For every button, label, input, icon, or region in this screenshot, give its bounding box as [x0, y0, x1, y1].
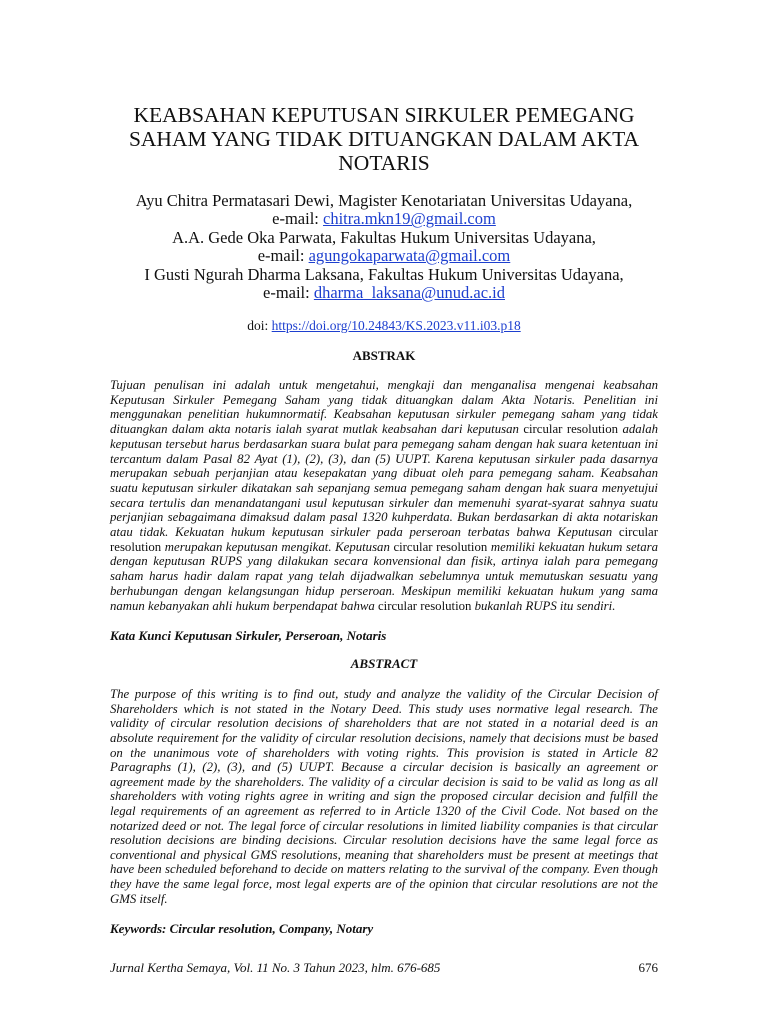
abstrak-foreign-term: circular resolution: [393, 539, 488, 554]
doi-link[interactable]: https://doi.org/10.24843/KS.2023.v11.i03.p18: [271, 318, 521, 334]
author-email-line: [110, 210, 658, 228]
abstrak-foreign-term: circular resolution: [523, 422, 619, 437]
abstract-heading: ABSTRACT: [350, 656, 418, 672]
journal-citation: Jurnal Kertha Semaya, Vol. 11 No. 3 Tahun 2023, hlm. 676-685: [110, 960, 441, 975]
abstract-section: [110, 656, 658, 936]
abstrak-keywords: Kata Kunci Keputusan Sirkuler, Perseroan, Notaris: [110, 628, 387, 644]
author-list: [110, 192, 658, 302]
page-number: 676: [638, 960, 658, 975]
author-affiliation: A.A. Gede Oka Parwata, Fakultas Hukum Universitas Udayana,: [172, 227, 596, 247]
page-content: [110, 103, 658, 937]
abstrak-text-run: merupakan keputusan mengikat. Keputusan: [161, 539, 394, 554]
abstrak-heading: ABSTRAK: [352, 348, 416, 364]
email-link[interactable]: agungokaparwata@gmail.com: [308, 246, 511, 266]
author-affiliation: Ayu Chitra Permatasari Dewi, Magister Kenotariatan Universitas Udayana,: [135, 191, 633, 210]
abstrak-text-run: memiliki kekuatan hukum setara dengan keputusan RUPS yang dilakukan secara konvensional dan fisik, artinya ialah para pemegang saham harus hadir dalam rapat yang telah dijadwalkan sebelumnya untuk memutuskan sesuatu yang berhubungan dengan kelangsungan hidup perseroan. Meskipun memiliki kekuatan hukum yang sama namun kebanyakan ahli hukum berpendapat bahwa: [110, 539, 658, 613]
author-entry: [110, 192, 658, 229]
page-footer: [110, 960, 658, 976]
paper-title-line: KEABSAHAN KEPUTUSAN SIRKULER PEMEGANG: [133, 103, 635, 127]
abstrak-text-run: bukanlah RUPS itu sendiri.: [471, 598, 616, 613]
author-email-line: [110, 284, 658, 302]
abstrak-section: [110, 348, 658, 644]
email-link[interactable]: chitra.mkn19@gmail.com: [323, 209, 496, 229]
email-link[interactable]: dharma_laksana@unud.ac.id: [313, 283, 505, 303]
paper-title-line: SAHAM YANG TIDAK DITUANGKAN DALAM AKTA: [128, 127, 640, 151]
author-entry: [110, 266, 658, 303]
author-entry: [110, 229, 658, 266]
paper-title-line: NOTARIS: [338, 151, 430, 175]
doi-label: doi:: [247, 318, 269, 334]
abstrak-body: [110, 378, 658, 613]
abstrak-foreign-term: circular resolution: [377, 598, 472, 613]
abstract-keywords: Keywords: Circular resolution, Company, Notary: [110, 920, 374, 936]
email-label: e-mail:: [257, 246, 305, 266]
abstrak-text-run: adalah keputusan tersebut harus berdasarkan suara bulat para pemegang saham dengan hak suara ketentuan ini tercantum dalam Pasal 82 Ayat (1), (2), (3), dan (5) UUPT. Karena keputusan sirkuler pada dasarnya merupakan sebuah perjanjian atau kesepakatan yang dibuat oleh para pemegang saham. Keabsahan suatu keputusan sirkuler dikatakan sah sepanjang semua pemegang saham dengan hak suara menyetujui secara tertulis dan menandatangani usul keputusan sirkuler dan memenuhi syarat-syarat sahnya suatu perjanjian sebagaimana dimaksud dalam pasal 1320 kuhperdata. Bukan berdasarkan di akta notariskan atau tidak. Kekuatan hukum keputusan sirkuler pada perseroan terbatas bahwa Keputusan: [110, 422, 658, 540]
abstract-body: The purpose of this writing is to find out, study and analyze the validity of the Circular Decision of Shareholders which is not stated in the Notary Deed. This study uses normative legal research. The validity of circular resolution decisions of shareholders that are not stated in a notarial deed is an absolute requirement for the validity of circular resolution decisions, namely that decisions must be based on the unanimous vote of shareholders with voting rights. This provision is stated in Article 82 Paragraphs (1), (2), (3), and (5) UUPT. Because a circular decision is basically an agreement or agreement made by the shareholders. The validity of a circular decision is said to be valid as long as all shareholders with voting rights agree in writing and sign the proposed circular decision and fulfill the legal requirements of an agreement as referred to in Article 1320 of the Civil Code. Not based on the notarized deed or not. The legal force of circular resolutions in limited liability companies is that circular resolution decisions are binding decisions. Circular resolution decisions have the same legal force as conventional and physical GMS resolutions, meaning that shareholders must be present at meetings that have been scheduled beforehand to decide on matters relating to the survival of the company. Even though they have the same legal force, most legal experts are of the opinion that circular resolutions are not the GMS itself.: [110, 687, 658, 906]
author-email-line: [110, 247, 658, 265]
paper-title: [110, 103, 658, 175]
email-label: e-mail:: [272, 209, 319, 229]
author-affiliation: I Gusti Ngurah Dharma Laksana, Fakultas Hukum Universitas Udayana,: [144, 264, 624, 284]
abstrak-text-run: Tujuan penulisan ini adalah untuk mengetahui, mengkaji dan menganalisa mengenai keabsahan Keputusan Sirkuler Pemegang Saham yang tidak dituangkan dalam Akta Notaris. Penelitian ini menggunakan penelitian hukumnormatif. Keabsahan keputusan sirkuler pemegang saham yang tidak dituangkan dalam akta notaris ialah syarat mutlak keabsahan dari keputusan: [110, 378, 658, 437]
doi-line: [110, 318, 658, 334]
abstrak-foreign-term: circular resolution: [110, 525, 658, 554]
email-label: e-mail:: [263, 283, 310, 303]
